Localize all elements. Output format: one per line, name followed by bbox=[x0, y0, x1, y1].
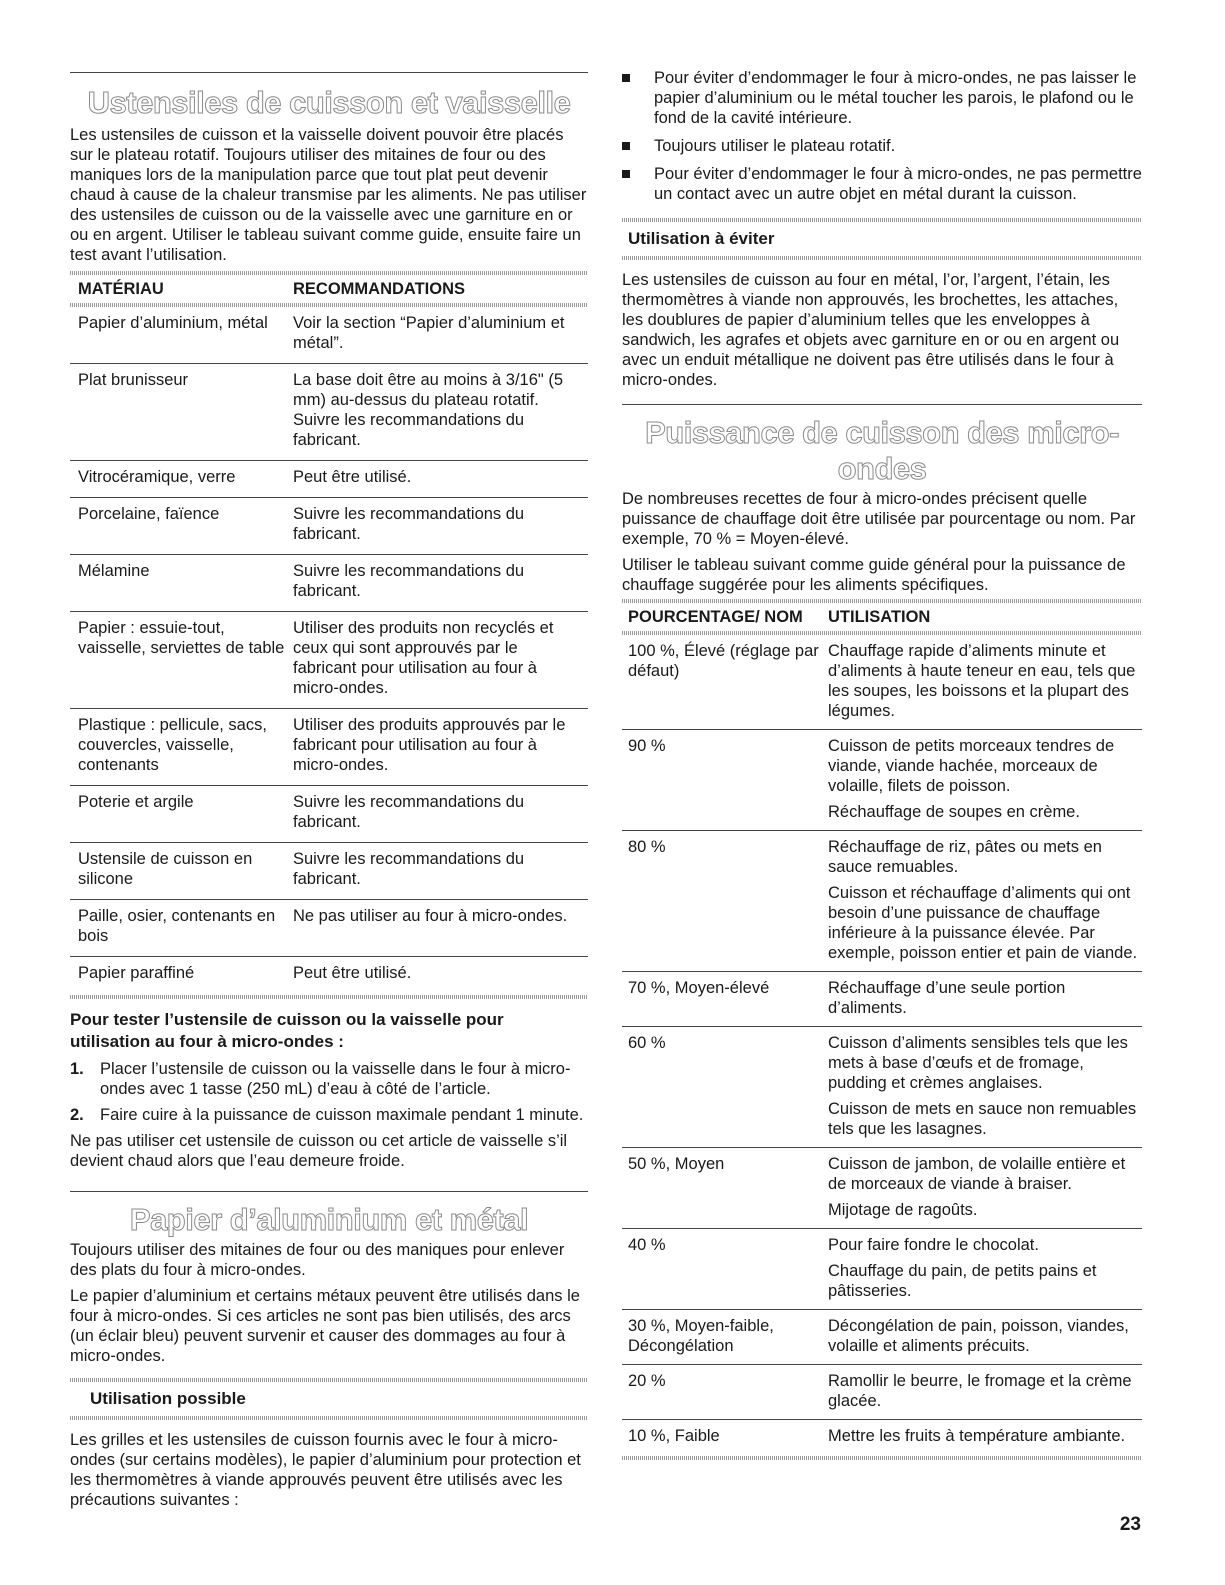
usage-cell bbox=[828, 1148, 1142, 1229]
materials-table bbox=[70, 279, 588, 993]
table-row bbox=[70, 307, 588, 364]
bullet-square-icon bbox=[622, 142, 630, 150]
material-cell: Papier d’aluminium, métal bbox=[78, 314, 268, 332]
percentage-cell: 30 %, Moyen-faible, Décongélation bbox=[628, 1317, 774, 1355]
section-rule bbox=[70, 1191, 588, 1192]
percentage-cell: 60 % bbox=[628, 1034, 666, 1052]
col-header-percentage: POURCENTAGE/ NOM bbox=[628, 608, 803, 626]
possible-use-text: Les grilles et les ustensiles de cuisson fournis avec le four à micro-ondes (sur certains modèles), le papier d’aluminium pour protection et les thermomètres à viande approuvés peuvent être utilisés avec les précautions suivantes : bbox=[70, 1431, 581, 1509]
recommendation-cell: Suivre les recommandations du fabricant. bbox=[293, 793, 525, 831]
usage-cell bbox=[828, 1310, 1142, 1365]
foil-p2: Le papier d’aluminium et certains métaux peuvent être utilisés dans le four à micro-ondes. Si ces articles ne sont pas bien utilisés, des arcs (un éclair bleu) peuvent survenir et causer des dommages au four à micro-ondes. bbox=[70, 1287, 580, 1365]
cookware-intro: Les ustensiles de cuisson et la vaisselle doivent pouvoir être placés sur le plateau rotatif. Toujours utiliser des mitaines de four ou des maniques lors de la manipulation parce que tout plat peut devenir chaud à cause de la chaleur transmise par les aliments. Ne pas utiliser des ustensiles de cuisson ou de la vaisselle avec une garniture en or ou en argent. Utiliser le tableau suivant comme guide, ensuite faire un test avant l’utilisation. bbox=[70, 126, 587, 264]
section-rule bbox=[70, 72, 588, 73]
recommendation-cell: Suivre les recommandations du fabricant. bbox=[293, 850, 525, 888]
table-row bbox=[70, 555, 588, 612]
col-header-material: MATÉRIAU bbox=[78, 280, 164, 298]
material-cell: Plat brunisseur bbox=[78, 371, 189, 389]
test-steps bbox=[70, 1059, 588, 1125]
usage-cell bbox=[828, 972, 1142, 1027]
usage-line: Ramollir le beurre, le fromage et la crème glacée. bbox=[828, 1372, 1132, 1410]
usage-cell bbox=[828, 831, 1142, 972]
usage-cell bbox=[828, 1027, 1142, 1148]
material-cell: Vitrocéramique, verre bbox=[78, 468, 236, 486]
usage-line: Cuisson de jambon, de volaille entière et de morceaux de viande à braiser. bbox=[828, 1155, 1126, 1193]
test-heading: Pour tester l’ustensile de cuisson ou la vaisselle pour utilisation au four à micro-ondes : bbox=[70, 1010, 504, 1051]
recommendation-cell: Utiliser des produits approuvés par le fabricant pour utilisation au four à micro-ondes. bbox=[293, 716, 566, 774]
precaution-item: Pour éviter d’endommager le four à micro-ondes, ne pas permettre un contact avec un autre objet en métal durant la cuisson. bbox=[622, 164, 1142, 204]
subhead-possible-use: Utilisation possible bbox=[90, 1389, 246, 1408]
material-cell: Paille, osier, contenants en bois bbox=[78, 907, 276, 945]
usage-cell bbox=[828, 1229, 1142, 1310]
table-row bbox=[70, 364, 588, 461]
table-row bbox=[622, 831, 1142, 972]
table-row bbox=[70, 612, 588, 709]
usage-line: Mijotage de ragoûts. bbox=[828, 1201, 978, 1219]
usage-line: Cuisson et réchauffage d’aliments qui ont besoin d’une puissance de chauffage inférieure à la puissance élevée. Par exemple, poisson entier et pain de viande. bbox=[828, 884, 1138, 962]
percentage-cell: 100 %, Élevé (réglage par défaut) bbox=[628, 642, 819, 680]
table-top-rule bbox=[70, 271, 588, 275]
table-row bbox=[622, 1365, 1142, 1420]
page-number: 23 bbox=[1119, 1514, 1141, 1535]
table-bottom-rule bbox=[622, 1456, 1142, 1460]
percentage-cell: 90 % bbox=[628, 737, 666, 755]
foil-p1: Toujours utiliser des mitaines de four ou des maniques pour enlever des plats du four à micro-ondes. bbox=[70, 1241, 565, 1279]
material-cell: Poterie et argile bbox=[78, 793, 194, 811]
table-row bbox=[70, 498, 588, 555]
table-row bbox=[622, 1310, 1142, 1365]
usage-line: Décongélation de pain, poisson, viandes, volaille et aliments précuits. bbox=[828, 1317, 1129, 1355]
recommendation-cell: Peut être utilisé. bbox=[293, 964, 412, 982]
bullet-square-icon bbox=[622, 170, 630, 178]
table-row bbox=[622, 1027, 1142, 1148]
precaution-item: Pour éviter d’endommager le four à micro-ondes, ne pas laisser le papier d’aluminium ou le métal toucher les parois, le plafond ou le fond de la cavité intérieure. bbox=[622, 68, 1142, 128]
usage-line: Cuisson de petits morceaux tendres de viande, viande hachée, morceaux de volaille, filets de poisson. bbox=[828, 737, 1115, 795]
right-column bbox=[622, 0, 1142, 1460]
recommendation-cell: Suivre les recommandations du fabricant. bbox=[293, 505, 525, 543]
subhead-avoid-use: Utilisation à éviter bbox=[628, 229, 775, 248]
material-cell: Papier paraffiné bbox=[78, 964, 195, 982]
power-p1: De nombreuses recettes de four à micro-ondes précisent quelle puissance de chauffage doit être utilisée par pourcentage ou nom. Par exemple, 70 % = Moyen-élevé. bbox=[622, 490, 1136, 548]
percentage-cell: 50 %, Moyen bbox=[628, 1155, 725, 1173]
test-step: 1. Placer l’ustensile de cuisson ou la vaisselle dans le four à micro-ondes avec 1 tasse (250 mL) d’eau à côté de l’article. bbox=[70, 1060, 571, 1098]
table-row bbox=[70, 461, 588, 498]
table-row bbox=[622, 1420, 1142, 1455]
section-rule bbox=[622, 404, 1142, 405]
recommendation-cell: Voir la section “Papier d’aluminium et métal”. bbox=[293, 314, 565, 352]
usage-line: Réchauffage d’une seule portion d’aliments. bbox=[828, 979, 1066, 1017]
usage-line: Chauffage rapide d’aliments minute et d’aliments à haute teneur en eau, tels que les soupes, les boissons et la plupart des légumes. bbox=[828, 642, 1136, 720]
col-header-usage: UTILISATION bbox=[828, 608, 931, 626]
recommendation-cell: Suivre les recommandations du fabricant. bbox=[293, 562, 525, 600]
precautions-list bbox=[622, 68, 1142, 204]
avoid-use-text: Les ustensiles de cuisson au four en métal, l’or, l’argent, l’étain, les thermomètres à viande non approuvés, les brochettes, les attaches, les doublures de papier d’aluminium telles que les enveloppes à sandwich, les agrafes et objets avec garniture en or ou en argent ou avec un enduit métallique ne doivent pas être utilisés dans le four à micro-ondes. bbox=[622, 271, 1120, 389]
usage-line: Réchauffage de soupes en crème. bbox=[828, 803, 1080, 821]
table-row bbox=[70, 843, 588, 900]
table-row bbox=[622, 635, 1142, 730]
col-header-recommendations: RECOMMANDATIONS bbox=[293, 280, 466, 298]
table-row bbox=[622, 730, 1142, 831]
power-table-body bbox=[622, 635, 1142, 1454]
usage-cell bbox=[828, 1420, 1142, 1455]
usage-line: Pour faire fondre le chocolat. bbox=[828, 1236, 1039, 1254]
test-step: 2. Faire cuire à la puissance de cuisson maximale pendant 1 minute. bbox=[70, 1106, 584, 1124]
precaution-item: Toujours utiliser le plateau rotatif. bbox=[622, 136, 1142, 156]
usage-cell bbox=[828, 635, 1142, 730]
usage-line: Cuisson de mets en sauce non remuables tels que les lasagnes. bbox=[828, 1100, 1137, 1138]
table-row bbox=[622, 1148, 1142, 1229]
bullet-square-icon bbox=[622, 74, 630, 82]
material-cell: Mélamine bbox=[78, 562, 150, 580]
material-cell: Plastique : pellicule, sacs, couvercles, vaisselle, contenants bbox=[78, 716, 267, 774]
recommendation-cell: Peut être utilisé. bbox=[293, 468, 412, 486]
percentage-cell: 20 % bbox=[628, 1372, 666, 1390]
power-p2: Utiliser le tableau suivant comme guide général pour la puissance de chauffage suggérée pour les aliments spécifiques. bbox=[622, 556, 1126, 594]
usage-cell bbox=[828, 730, 1142, 831]
usage-line: Mettre les fruits à température ambiante. bbox=[828, 1427, 1126, 1445]
percentage-cell: 10 %, Faible bbox=[628, 1427, 720, 1445]
table-row bbox=[70, 900, 588, 957]
left-column bbox=[70, 0, 588, 1510]
section-title-power: Puissance de cuisson des micro-ondes bbox=[645, 415, 1119, 486]
usage-line: Cuisson d’aliments sensibles tels que les mets à base d’œufs et de fromage, pudding et crèmes anglaises. bbox=[828, 1034, 1128, 1092]
section-title-foil: Papier d’aluminium et métal bbox=[129, 1202, 529, 1237]
usage-cell bbox=[828, 1365, 1142, 1420]
percentage-cell: 40 % bbox=[628, 1236, 666, 1254]
test-warning: Ne pas utiliser cet ustensile de cuisson ou cet article de vaisselle s’il devient chaud alors que l’eau demeure froide. bbox=[70, 1132, 568, 1170]
recommendation-cell: La base doit être au moins à 3/16" (5 mm) au-dessus du plateau rotatif. Suivre les recommandations du fabricant. bbox=[293, 371, 564, 449]
table-row bbox=[70, 709, 588, 786]
power-table bbox=[622, 607, 1142, 1454]
material-cell: Porcelaine, faïence bbox=[78, 505, 220, 523]
material-cell: Ustensile de cuisson en silicone bbox=[78, 850, 253, 888]
table-bottom-rule bbox=[70, 995, 588, 999]
section-title-cookware: Ustensiles de cuisson et vaisselle bbox=[87, 85, 571, 120]
recommendation-cell: Ne pas utiliser au four à micro-ondes. bbox=[293, 907, 568, 925]
table-row bbox=[70, 786, 588, 843]
table-row bbox=[70, 957, 588, 994]
usage-line: Réchauffage de riz, pâtes ou mets en sauce remuables. bbox=[828, 838, 1102, 876]
percentage-cell: 80 % bbox=[628, 838, 666, 856]
table-row bbox=[622, 972, 1142, 1027]
material-cell: Papier : essuie-tout, vaisselle, serviettes de table bbox=[78, 619, 285, 657]
percentage-cell: 70 %, Moyen-élevé bbox=[628, 979, 770, 997]
recommendation-cell: Utiliser des produits non recyclés et ceux qui sont approuvés par le fabricant pour utilisation au four à micro-ondes. bbox=[293, 619, 554, 697]
table-row bbox=[622, 1229, 1142, 1310]
usage-line: Chauffage du pain, de petits pains et pâtisseries. bbox=[828, 1262, 1097, 1300]
materials-table-body bbox=[70, 307, 588, 993]
